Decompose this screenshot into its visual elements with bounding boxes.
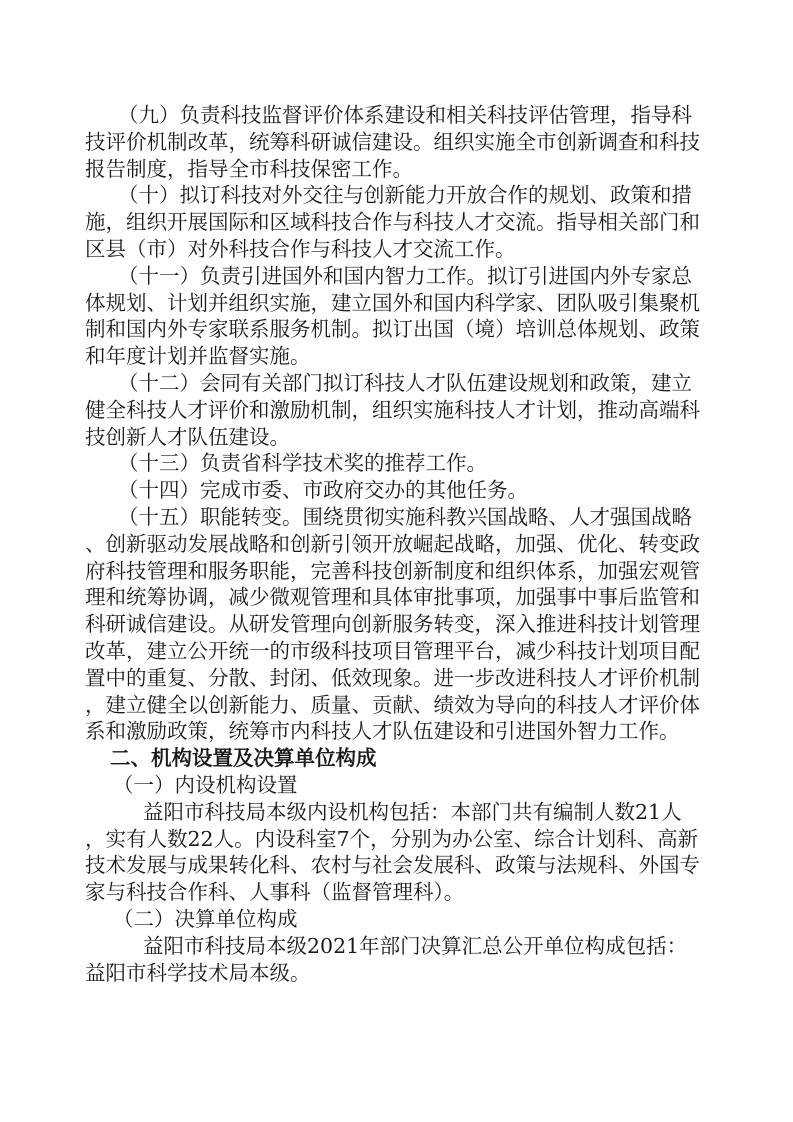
text-line: 制和国内外专家联系服务机制。拟订出国（境）培训总体规划、政策	[85, 317, 700, 342]
paragraph	[85, 504, 717, 745]
text-line: 府科技管理和服务职能，完善科技创新制度和组织体系，加强宏观管	[85, 558, 700, 583]
paragraph	[85, 263, 717, 370]
text-line: （九）负责科技监督评价体系建设和相关科技评估管理，指导科	[118, 103, 692, 127]
paragraph	[85, 370, 717, 450]
text-line: 报告制度，指导全市科技保密工作。	[85, 156, 413, 181]
paragraph	[85, 799, 717, 906]
subsection-heading	[85, 906, 717, 933]
text-line: 益阳市科技局本级2021年部门决算汇总公开单位构成包括：	[143, 933, 688, 958]
text-line: 益阳市科学技术局本级。	[85, 960, 311, 985]
text-line: ，实有人数22人。内设科室7个，分别为办公室、综合计划科、高新	[85, 826, 699, 851]
text-line: （一）内设机构设置	[113, 772, 298, 797]
subsection-heading	[85, 772, 717, 799]
text-line: （十三）负责省科学技术奖的推荐工作。	[118, 451, 487, 476]
section-heading	[85, 745, 717, 772]
text-line: 和年度计划并监督实施。	[85, 344, 311, 369]
paragraph	[85, 933, 717, 987]
text-line: ，建立健全以创新能力、质量、贡献、绩效为导向的科技人才评价体	[85, 692, 700, 717]
text-line: 区县（市）对外科技合作与科技人才交流工作。	[85, 236, 516, 261]
text-line: 置中的重复、分散、封闭、低效现象。进一步改进科技人才评价机制	[85, 665, 700, 690]
paragraph	[85, 450, 717, 477]
paragraph	[85, 102, 717, 182]
text-line: 技评价机制改革，统筹科研诚信建设。组织实施全市创新调查和科技	[85, 129, 700, 154]
text-line: 技术发展与成果转化科、农村与社会发展科、政策与法规科、外国专	[85, 853, 700, 878]
text-line: （十一）负责引进国外和国内智力工作。拟订引进国内外专家总	[118, 263, 692, 288]
text-line: 、创新驱动发展战略和创新引领开放崛起战略，加强、优化、转变政	[85, 531, 700, 556]
paragraph	[85, 477, 717, 504]
paragraph	[85, 182, 717, 262]
text-line: 健全科技人才评价和激励机制，组织实施科技人才计划，推动高端科	[85, 397, 700, 422]
text-line: 二、机构设置及决算单位构成	[110, 746, 377, 771]
text-line: 益阳市科技局本级内设机构包括：本部门共有编制人数21人	[143, 799, 682, 824]
document-body	[85, 102, 717, 986]
text-line: （十）拟订科技对外交往与创新能力开放合作的规划、政策和措	[118, 183, 692, 208]
text-line: 施，组织开展国际和区域科技合作与科技人才交流。指导相关部门和	[85, 210, 700, 235]
text-line: （二）决算单位构成	[113, 906, 298, 931]
text-line: 体规划、计划并组织实施，建立国外和国内科学家、团队吸引集聚机	[85, 290, 700, 315]
text-line: （十四）完成市委、市政府交办的其他任务。	[118, 478, 528, 503]
text-line: 科研诚信建设。从研发管理向创新服务转变，深入推进科技计划管理	[85, 612, 700, 637]
text-line: 家与科技合作科、人事科（监督管理科）。	[85, 880, 465, 905]
text-line: 理和统筹协调，减少微观管理和具体审批事项，加强事中事后监管和	[85, 585, 700, 610]
text-line: 技创新人才队伍建设。	[85, 424, 290, 449]
text-line: （十二）会同有关部门拟订科技人才队伍建设规划和政策，建立	[118, 370, 692, 395]
text-line: （十五）职能转变。围绕贯彻实施科教兴国战略、人才强国战略	[118, 504, 692, 529]
text-line: 系和激励政策，统筹市内科技人才队伍建设和引进国外智力工作。	[85, 719, 680, 744]
text-line: 改革，建立公开统一的市级科技项目管理平台，减少科技计划项目配	[85, 638, 700, 663]
